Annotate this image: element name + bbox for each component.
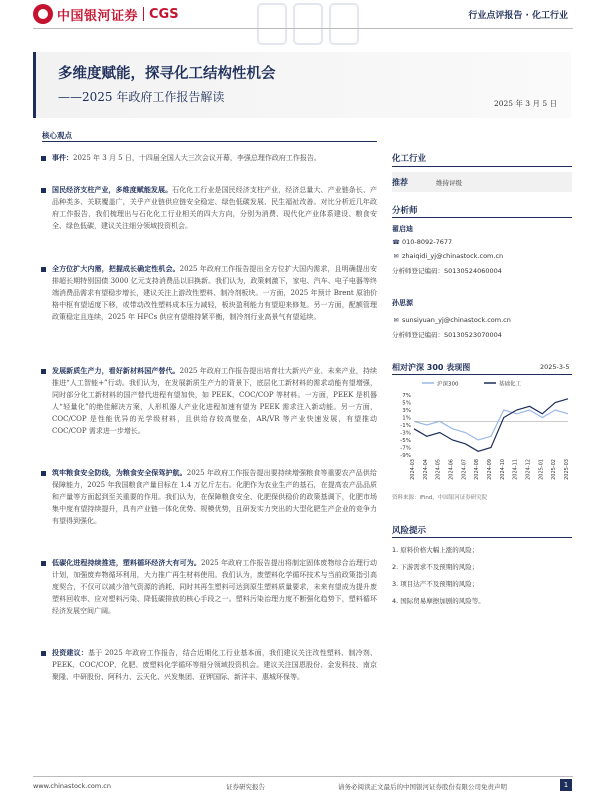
footer-disclaimer: 请务必阅读正文最后的中国银河证券股份有限公司免责声明 [338,783,507,791]
paragraph-lead: 发展新质生产力，看好新材料国产替代。 [52,366,180,375]
paragraph-text: 基于 2025 年政府工作报告，结合近期化工行业基本面，我们建议关注改性塑料、制冷剂、PEEK、COC/COP、化肥、废塑料化学循环等细分领域投资机会。建议关注国恩股份、金发科技、南京聚隆、中研股份、阿科力、云天化、兴发集团、亚钾国际、新洋丰、惠城环保等。 [52,649,377,681]
paragraph-text: 2025 年政府工作报告提出要持续增强粮食等重要农产品供给保障能力，2025 年我国粮食产量目标在 1.4 万亿斤左右。化肥作为农业生产的基石，在提高农产品品质和产量等方面起到至关重要的作用。我们认为，在保障粮食安全、化肥保供稳价的政策基调下，化肥市场集中度有望持续提升，具有产业链一体化优势、规模优势，且研发实力突出的大型化肥生产企业的竞争力有望得到强化。 [52,469,377,525]
x-tick-label: 2024-04 [422,459,429,480]
analyst-divider [392,217,572,218]
x-tick-label: 2025-02 [551,459,558,480]
series-line [414,399,568,452]
y-tick-label: -3% [400,430,411,437]
paragraph-pillar-industry [52,184,377,232]
paragraph-food-security [52,467,377,527]
chart-canvas [392,377,572,493]
risk-divider [392,537,572,538]
brand-name: 中国银河证券 [57,8,139,24]
bullet-icon [41,561,46,566]
page-number: 1 [560,779,572,791]
report-subtitle: ——2025 年政府工作报告解读 [58,90,225,104]
paragraph-text: 2025 年 3 月 5 日，十四届全国人大三次会议开幕，李强总理作政府工作报告。 [73,154,321,162]
bullet-icon [41,267,46,272]
rating-box [392,172,572,192]
title-band [33,52,571,118]
footer-center: 证券研究报告 [226,783,265,791]
phone-icon: ☎ [392,239,400,246]
y-tick-label: -7% [400,445,411,452]
chart-title: 相对沪深 300 表现图 [392,363,471,372]
bullet-icon [41,156,46,161]
paragraph-lead: 国民经济支柱产业，多维度赋能发展。 [52,185,173,194]
section-label-core: 核心观点 [42,131,72,140]
analyst-email-value[interactable]: zhaiqidi_yj@chinastock.com.cn [402,252,504,260]
analyst-cert: 分析师登记编码：S0130524060004 [392,267,502,275]
analyst-phone-value: 010-8092-7677 [402,238,453,246]
y-tick-label: 1% [402,415,411,422]
rating-key: 推荐 [392,178,408,187]
industry-divider [392,166,572,167]
legend-label: 沪深300 [437,381,459,388]
brand-abbr: CGS [149,6,179,22]
series-line [414,410,568,440]
logo-divider [143,7,144,21]
mail-icon: ✉ [393,253,399,260]
chart-date: 2025-3-5 [540,363,570,371]
report-date: 2025 年 3 月 5 日 [493,99,557,108]
analyst-name: 孙思源 [392,299,413,307]
paragraph-lead: 低碳化进程持续推进，塑料循环经济大有可为。 [52,558,201,567]
rating-value: 维持评级 [436,179,462,187]
footer-divider [33,776,573,777]
x-tick-label: 2024-09 [487,459,493,480]
y-tick-label: 5% [402,400,411,407]
analyst-cert: 分析师登记编码：S0130523070004 [392,331,502,339]
bullet-icon [41,471,46,476]
paragraph-text: 石化化工行业是国民经济支柱产业，经济总量大、产业链条长、产品种类多、关联覆盖广，关乎产业链供应链安全稳定、绿色低碳发展、民生福祉改善。对比分析近几年政府工作报告，我们梳理出与石化化工行业相关的四大方向，分别为消费、现代化产业体系建设、粮食安全、绿色低碳，建议关注细分领域投资机会。 [52,186,378,230]
risk-item: 1. 原料价格大幅上涨的风险； [392,546,479,554]
x-tick-label: 2024-07 [461,459,468,480]
x-tick-label: 2024-08 [474,459,481,480]
paragraph-lead: 筑牢粮食安全防线，为粮食安全保驾护航。 [52,468,187,477]
risk-item: 3. 项目达产不及预期的风险； [392,580,479,588]
paragraph-domestic-demand [52,263,377,323]
y-tick-label: -5% [400,438,411,444]
chart-divider [392,374,572,375]
bullet-icon [41,188,46,193]
bullet-icon [41,369,46,374]
legend-label: 基础化工 [499,381,522,388]
paragraph-lead: 投资建议： [52,648,89,657]
y-tick-label: 7% [402,393,411,399]
brand-logo-icon [33,4,53,24]
y-tick-label: -9% [400,453,411,459]
y-tick-label: 3% [402,408,411,414]
x-tick-label: 2025-03 [564,459,570,480]
paragraph-text: 2025 年政府工作报告提出将制定固体废物综合治理行动计划，加强废弃物循环利用，大力推广再生材料使用。我们认为，废塑料化学循环技术与当前政策指引高度契合，不仅可以减少油气资源的消耗，同时其再生塑料可达到原生塑料质量要求，未来有望成为提升废塑料回收率、应对塑料污染、降低碳排放的核心手段之一。塑料污染治理力度不断强化趋势下，塑料循环经济发展空间广阔。 [52,559,377,615]
x-tick-label: 2024-05 [435,459,442,480]
analyst-email[interactable] [392,316,511,324]
paragraph-low-carbon [52,557,377,617]
brand-logo [33,3,179,25]
analyst-email-value[interactable]: sunsiyuan_yj@chinastock.com.cn [402,316,511,324]
page-header [0,0,600,28]
footer-site[interactable]: www.chinastock.com.cn [33,782,111,790]
paragraph-lead: 事件： [52,153,73,162]
x-tick-label: 2024-03 [410,459,416,480]
mail-icon: ✉ [393,317,399,324]
watermark-graphic [248,0,368,50]
x-tick-label: 2024-11 [512,459,519,480]
risk-section-title: 风险提示 [392,526,427,536]
report-title: 多维度赋能，探寻化工结构性机会 [58,66,276,82]
x-tick-label: 2024-12 [525,459,532,480]
paragraph-lead: 全方位扩大内需，把握成长确定性机会。 [52,264,180,273]
paragraph-new-materials [52,365,377,437]
x-tick-label: 2024-06 [448,459,455,480]
paragraph-event [52,152,377,164]
risk-item: 2. 下游需求不及预期的风险； [392,563,479,571]
section-divider [42,141,377,142]
chart-source: 资料来源：iFind，中国银河证券研究院 [392,495,488,501]
bullet-icon [41,651,46,656]
analyst-name: 翟启迪 [392,225,413,233]
header-divider [33,28,573,29]
analyst-section-title: 分析师 [392,206,418,216]
paragraph-text: 2025 年政府工作报告提出培育壮大新兴产业、未来产业，持续推进“人工智能+”行动。我们认为，在发展新质生产力的背景下，底层化工新材料的需求动能有望增强，同时部分化工新材料的国产替代进程有望加快，如 PEEK、COC/COP 等材料。一方面，PEEK 是机器人“轻量化”的绝佳解决方案，人形机器人产业化进程加速有望为 PEEK 需求注入新动能。另一方面，COC/COP 是性能优异的光学级材料，且供给存较高壁垒，AR/VR 等产业快速发展，有望推动 COC/COP 需求进一步增长。 [52,367,377,435]
risk-item: 4. 国际贸易摩擦加剧的风险等。 [392,597,485,605]
y-tick-label: -1% [400,423,411,429]
x-tick-label: 2024-10 [499,459,506,480]
analyst-phone [392,238,452,246]
report-type: 行业点评报告 · 化工行业 [468,11,568,21]
x-tick-label: 2025-01 [538,459,545,480]
paragraph-investment-advice [52,647,377,683]
analyst-email[interactable] [392,252,503,260]
industry-title: 化工行业 [392,154,427,164]
paragraph-text: 2025 年政府工作报告提出全方位扩大国内需求，且明确提出安排超长期特别国债 3000 亿元支持消费品以旧换新。我们认为，政策刺激下，家电、汽车、电子电器等终端消费品需求有望稳步增长，建议关注上游改性塑料、制冷剂板块。一方面，2025 年预计 Brent 原油价格中枢有望适度下移，或带动改性塑料成本压力减轻，板块盈利能力有望迎来修复。另一方面，配额管理政策稳定且连续，2025 年 HFCs 供应有望维持紧平衡，制冷剂行业高景气有望延续。 [52,265,377,321]
